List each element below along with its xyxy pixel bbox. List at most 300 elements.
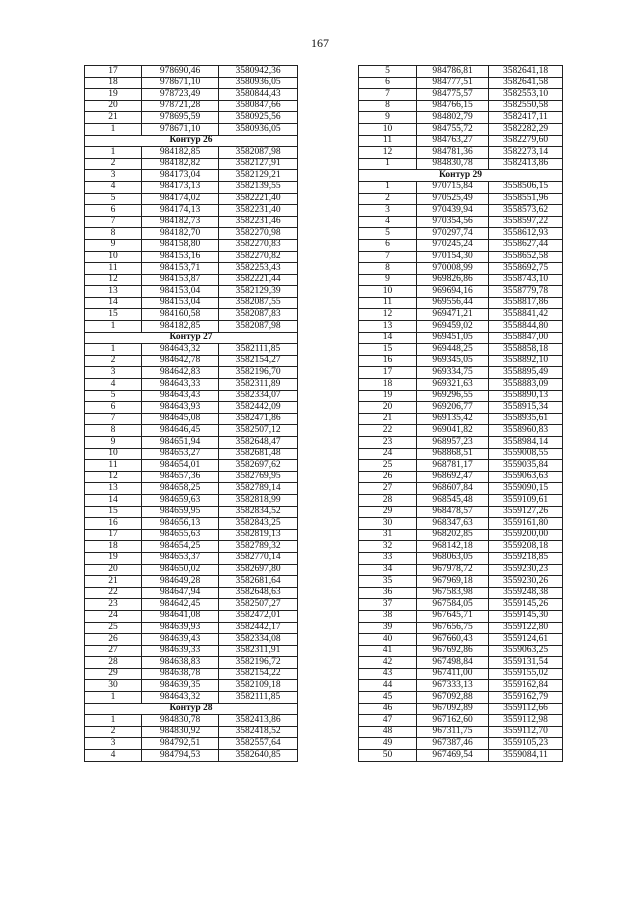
table-row (359, 89, 563, 101)
table-row (85, 263, 298, 275)
point-number: 6 (359, 77, 417, 89)
contour-header: Контур 29 (359, 170, 563, 182)
y-coordinate: 3582557,64 (219, 738, 298, 750)
x-coordinate: 970525,49 (417, 193, 489, 205)
x-coordinate: 984639,43 (142, 634, 219, 646)
x-coordinate: 984654,25 (142, 541, 219, 553)
point-number: 1 (85, 147, 142, 159)
y-coordinate: 3582413,86 (219, 715, 298, 727)
y-coordinate: 3582442,09 (219, 402, 298, 414)
point-number: 13 (85, 483, 142, 495)
x-coordinate: 984755,72 (417, 123, 489, 135)
table-row (359, 309, 563, 321)
x-coordinate: 984775,57 (417, 89, 489, 101)
x-coordinate: 984658,25 (142, 483, 219, 495)
y-coordinate: 3582253,43 (219, 263, 298, 275)
y-coordinate: 3558892,10 (489, 355, 563, 367)
point-number: 34 (359, 564, 417, 576)
table-row (85, 750, 298, 762)
table-row (85, 587, 298, 599)
y-coordinate: 3582648,47 (219, 437, 298, 449)
point-number: 1 (85, 321, 142, 333)
x-coordinate: 984153,16 (142, 251, 219, 263)
x-coordinate: 978721,28 (142, 100, 219, 112)
table-row (85, 518, 298, 530)
y-coordinate: 3582417,11 (489, 112, 563, 124)
y-coordinate: 3582111,85 (219, 692, 298, 704)
y-coordinate: 3582154,22 (219, 668, 298, 680)
x-coordinate: 984642,78 (142, 355, 219, 367)
table-row (359, 263, 563, 275)
point-number: 11 (359, 297, 417, 309)
table-row (359, 437, 563, 449)
y-coordinate: 3582648,63 (219, 587, 298, 599)
y-coordinate: 3582196,70 (219, 367, 298, 379)
x-coordinate: 984160,58 (142, 309, 219, 321)
point-number: 10 (359, 123, 417, 135)
y-coordinate: 3559145,26 (489, 599, 563, 611)
x-coordinate: 969321,63 (417, 379, 489, 391)
x-coordinate: 984830,78 (142, 715, 219, 727)
x-coordinate: 967311,75 (417, 726, 489, 738)
y-coordinate: 3582111,85 (219, 344, 298, 356)
x-coordinate: 968478,57 (417, 506, 489, 518)
point-number: 2 (85, 726, 142, 738)
x-coordinate: 969345,05 (417, 355, 489, 367)
y-coordinate: 3559230,23 (489, 564, 563, 576)
y-coordinate: 3559127,26 (489, 506, 563, 518)
point-number: 7 (85, 413, 142, 425)
x-coordinate: 984654,01 (142, 460, 219, 472)
x-coordinate: 967469,54 (417, 750, 489, 762)
table-row (359, 425, 563, 437)
x-coordinate: 984802,79 (417, 112, 489, 124)
point-number: 5 (359, 228, 417, 240)
table-row (85, 181, 298, 193)
y-coordinate: 3558960,83 (489, 425, 563, 437)
x-coordinate: 967660,43 (417, 634, 489, 646)
point-number: 42 (359, 657, 417, 669)
y-coordinate: 3580847,66 (219, 100, 298, 112)
table-row (359, 587, 563, 599)
point-number: 1 (85, 123, 142, 135)
table-row (359, 529, 563, 541)
coordinate-table-right (358, 65, 563, 762)
x-coordinate: 984182,85 (142, 147, 219, 159)
y-coordinate: 3582311,89 (219, 379, 298, 391)
point-number: 21 (85, 112, 142, 124)
x-coordinate: 969459,02 (417, 321, 489, 333)
y-coordinate: 3582154,27 (219, 355, 298, 367)
y-coordinate: 3580942,36 (219, 66, 298, 78)
x-coordinate: 967584,05 (417, 599, 489, 611)
x-coordinate: 984786,81 (417, 66, 489, 78)
y-coordinate: 3582697,62 (219, 460, 298, 472)
table-row (359, 112, 563, 124)
y-coordinate: 3582231,46 (219, 216, 298, 228)
point-number: 1 (85, 692, 142, 704)
point-number: 22 (85, 587, 142, 599)
table-row (359, 344, 563, 356)
y-coordinate: 3582221,44 (219, 274, 298, 286)
x-coordinate: 967092,88 (417, 692, 489, 704)
table-row (85, 448, 298, 460)
table-row (85, 576, 298, 588)
y-coordinate: 3559122,80 (489, 622, 563, 634)
table-row (359, 367, 563, 379)
y-coordinate: 3559112,70 (489, 726, 563, 738)
point-number: 15 (85, 506, 142, 518)
table-row (359, 216, 563, 228)
table-row (85, 715, 298, 727)
x-coordinate: 984830,78 (417, 158, 489, 170)
table-row (85, 529, 298, 541)
table-row (359, 135, 563, 147)
x-coordinate: 984655,63 (142, 529, 219, 541)
x-coordinate: 969471,21 (417, 309, 489, 321)
y-coordinate: 3559155,02 (489, 668, 563, 680)
table-row (85, 425, 298, 437)
table-row (359, 494, 563, 506)
table-row (359, 66, 563, 78)
point-number: 7 (359, 251, 417, 263)
table-row (359, 506, 563, 518)
x-coordinate: 978671,10 (142, 77, 219, 89)
x-coordinate: 978695,59 (142, 112, 219, 124)
table-row (359, 413, 563, 425)
y-coordinate: 3582681,64 (219, 576, 298, 588)
x-coordinate: 984182,85 (142, 321, 219, 333)
x-coordinate: 984638,83 (142, 657, 219, 669)
x-coordinate: 984174,02 (142, 193, 219, 205)
table-row (359, 541, 563, 553)
point-number: 32 (359, 541, 417, 553)
table-row (359, 750, 563, 762)
x-coordinate: 984182,70 (142, 228, 219, 240)
y-coordinate: 3558573,62 (489, 205, 563, 217)
point-number: 3 (85, 170, 142, 182)
x-coordinate: 984639,33 (142, 645, 219, 657)
table-row (85, 471, 298, 483)
point-number: 37 (359, 599, 417, 611)
point-number: 27 (85, 645, 142, 657)
x-coordinate: 969334,75 (417, 367, 489, 379)
y-coordinate: 3559162,79 (489, 692, 563, 704)
x-coordinate: 978671,10 (142, 123, 219, 135)
point-number: 3 (359, 205, 417, 217)
y-coordinate: 3582087,55 (219, 297, 298, 309)
x-coordinate: 978723,49 (142, 89, 219, 101)
point-number: 12 (85, 274, 142, 286)
point-number: 5 (85, 193, 142, 205)
point-number: 16 (85, 518, 142, 530)
x-coordinate: 967969,18 (417, 576, 489, 588)
y-coordinate: 3558883,09 (489, 379, 563, 391)
point-number: 4 (359, 216, 417, 228)
table-row (359, 703, 563, 715)
x-coordinate: 984653,37 (142, 552, 219, 564)
point-number: 1 (359, 158, 417, 170)
x-coordinate: 968957,23 (417, 437, 489, 449)
point-number: 4 (85, 379, 142, 391)
x-coordinate: 968781,17 (417, 460, 489, 472)
y-coordinate: 3582087,83 (219, 309, 298, 321)
x-coordinate: 969556,44 (417, 297, 489, 309)
y-coordinate: 3558915,34 (489, 402, 563, 414)
y-coordinate: 3559035,84 (489, 460, 563, 472)
x-coordinate: 969206,77 (417, 402, 489, 414)
y-coordinate: 3558844,80 (489, 321, 563, 333)
x-coordinate: 984641,08 (142, 610, 219, 622)
point-number: 1 (359, 181, 417, 193)
x-coordinate: 984643,32 (142, 344, 219, 356)
y-coordinate: 3558779,78 (489, 286, 563, 298)
x-coordinate: 984781,36 (417, 147, 489, 159)
point-number: 29 (85, 668, 142, 680)
table-row (85, 506, 298, 518)
point-number: 17 (85, 529, 142, 541)
point-number: 17 (85, 66, 142, 78)
point-number: 31 (359, 529, 417, 541)
x-coordinate: 967387,46 (417, 738, 489, 750)
y-coordinate: 3559008,55 (489, 448, 563, 460)
table-row (85, 645, 298, 657)
table-row (85, 321, 298, 333)
y-coordinate: 3582270,83 (219, 239, 298, 251)
y-coordinate: 3582231,40 (219, 205, 298, 217)
point-number: 2 (359, 193, 417, 205)
table-row (85, 610, 298, 622)
x-coordinate: 967978,72 (417, 564, 489, 576)
x-coordinate: 967092,89 (417, 703, 489, 715)
table-row (359, 181, 563, 193)
table-row (85, 668, 298, 680)
x-coordinate: 968607,84 (417, 483, 489, 495)
point-number: 26 (85, 634, 142, 646)
point-number: 35 (359, 576, 417, 588)
table-row (85, 228, 298, 240)
point-number: 49 (359, 738, 417, 750)
table-row (359, 355, 563, 367)
y-coordinate: 3558627,44 (489, 239, 563, 251)
y-coordinate: 3582282,29 (489, 123, 563, 135)
point-number: 18 (359, 379, 417, 391)
y-coordinate: 3559145,30 (489, 610, 563, 622)
x-coordinate: 984653,27 (142, 448, 219, 460)
y-coordinate: 3582507,12 (219, 425, 298, 437)
table-row (85, 112, 298, 124)
y-coordinate: 3582471,86 (219, 413, 298, 425)
table-row (85, 379, 298, 391)
x-coordinate: 969694,16 (417, 286, 489, 298)
point-number: 18 (85, 77, 142, 89)
x-coordinate: 984651,94 (142, 437, 219, 449)
y-coordinate: 3582819,13 (219, 529, 298, 541)
contour-header-row (85, 135, 298, 147)
point-number: 10 (85, 251, 142, 263)
point-number: 28 (359, 494, 417, 506)
x-coordinate: 984639,93 (142, 622, 219, 634)
point-number: 13 (359, 321, 417, 333)
table-row (359, 193, 563, 205)
x-coordinate: 970439,94 (417, 205, 489, 217)
x-coordinate: 984153,71 (142, 263, 219, 275)
y-coordinate: 3582789,14 (219, 483, 298, 495)
x-coordinate: 984153,87 (142, 274, 219, 286)
x-coordinate: 967656,75 (417, 622, 489, 634)
table-row (85, 205, 298, 217)
x-coordinate: 970354,56 (417, 216, 489, 228)
point-number: 25 (85, 622, 142, 634)
point-number: 19 (85, 552, 142, 564)
contour-header: Контур 26 (85, 135, 298, 147)
y-coordinate: 3559131,54 (489, 657, 563, 669)
y-coordinate: 3559112,66 (489, 703, 563, 715)
point-number: 38 (359, 610, 417, 622)
x-coordinate: 970008,99 (417, 263, 489, 275)
table-row (85, 483, 298, 495)
contour-header: Контур 28 (85, 703, 298, 715)
point-number: 10 (85, 448, 142, 460)
table-row (85, 552, 298, 564)
point-number: 39 (359, 622, 417, 634)
x-coordinate: 984153,04 (142, 297, 219, 309)
table-row (85, 437, 298, 449)
x-coordinate: 984647,94 (142, 587, 219, 599)
table-row (85, 738, 298, 750)
table-row (85, 390, 298, 402)
table-row (359, 715, 563, 727)
point-number: 36 (359, 587, 417, 599)
table-row (359, 483, 563, 495)
y-coordinate: 3559063,25 (489, 645, 563, 657)
point-number: 6 (359, 239, 417, 251)
table-row (359, 634, 563, 646)
table-row (359, 657, 563, 669)
table-row (85, 402, 298, 414)
y-coordinate: 3582442,17 (219, 622, 298, 634)
point-number: 47 (359, 715, 417, 727)
point-number: 25 (359, 460, 417, 472)
table-row (359, 448, 563, 460)
point-number: 18 (85, 541, 142, 553)
table-row (85, 123, 298, 135)
x-coordinate: 984643,32 (142, 692, 219, 704)
y-coordinate: 3559230,26 (489, 576, 563, 588)
point-number: 17 (359, 367, 417, 379)
table-row (85, 541, 298, 553)
point-number: 1 (85, 344, 142, 356)
y-coordinate: 3582334,08 (219, 634, 298, 646)
table-row (85, 100, 298, 112)
x-coordinate: 969826,86 (417, 274, 489, 286)
x-coordinate: 967692,86 (417, 645, 489, 657)
y-coordinate: 3580936,05 (219, 77, 298, 89)
point-number: 9 (85, 239, 142, 251)
x-coordinate: 969296,55 (417, 390, 489, 402)
y-coordinate: 3558597,22 (489, 216, 563, 228)
x-coordinate: 984642,45 (142, 599, 219, 611)
point-number: 43 (359, 668, 417, 680)
point-number: 1 (85, 715, 142, 727)
y-coordinate: 3582681,48 (219, 448, 298, 460)
table-row (359, 286, 563, 298)
x-coordinate: 968063,05 (417, 552, 489, 564)
x-coordinate: 968202,85 (417, 529, 489, 541)
table-row (359, 390, 563, 402)
y-coordinate: 3559109,61 (489, 494, 563, 506)
y-coordinate: 3582109,18 (219, 680, 298, 692)
y-coordinate: 3559084,11 (489, 750, 563, 762)
table-row (359, 147, 563, 159)
y-coordinate: 3558817,86 (489, 297, 563, 309)
y-coordinate: 3582270,82 (219, 251, 298, 263)
point-number: 12 (359, 309, 417, 321)
table-body-left (85, 66, 298, 762)
x-coordinate: 969448,25 (417, 344, 489, 356)
y-coordinate: 3582139,55 (219, 181, 298, 193)
table-row (359, 471, 563, 483)
point-number: 5 (85, 390, 142, 402)
table-row (85, 494, 298, 506)
point-number: 48 (359, 726, 417, 738)
table-row (359, 622, 563, 634)
table-row (85, 309, 298, 321)
point-number: 10 (359, 286, 417, 298)
x-coordinate: 984766,15 (417, 100, 489, 112)
y-coordinate: 3558743,10 (489, 274, 563, 286)
y-coordinate: 3582127,91 (219, 158, 298, 170)
x-coordinate: 984158,80 (142, 239, 219, 251)
x-coordinate: 984794,53 (142, 750, 219, 762)
y-coordinate: 3559161,80 (489, 518, 563, 530)
point-number: 29 (359, 506, 417, 518)
x-coordinate: 984659,95 (142, 506, 219, 518)
table-row (85, 297, 298, 309)
table-row (359, 297, 563, 309)
point-number: 24 (85, 610, 142, 622)
table-row (359, 610, 563, 622)
point-number: 15 (85, 309, 142, 321)
x-coordinate: 970715,84 (417, 181, 489, 193)
point-number: 44 (359, 680, 417, 692)
x-coordinate: 967583,98 (417, 587, 489, 599)
point-number: 19 (85, 89, 142, 101)
y-coordinate: 3558692,75 (489, 263, 563, 275)
y-coordinate: 3558841,42 (489, 309, 563, 321)
point-number: 22 (359, 425, 417, 437)
y-coordinate: 3558847,00 (489, 332, 563, 344)
y-coordinate: 3582769,95 (219, 471, 298, 483)
point-number: 9 (359, 112, 417, 124)
point-number: 2 (85, 355, 142, 367)
x-coordinate: 984649,28 (142, 576, 219, 588)
table-row (85, 77, 298, 89)
table-row (85, 599, 298, 611)
table-row (85, 680, 298, 692)
table-row (359, 379, 563, 391)
point-number: 21 (85, 576, 142, 588)
point-number: 7 (85, 216, 142, 228)
table-row (85, 692, 298, 704)
y-coordinate: 3559090,15 (489, 483, 563, 495)
table-row (85, 564, 298, 576)
point-number: 3 (85, 738, 142, 750)
y-coordinate: 3559112,98 (489, 715, 563, 727)
y-coordinate: 3582196,72 (219, 657, 298, 669)
table-row (359, 645, 563, 657)
x-coordinate: 984830,92 (142, 726, 219, 738)
